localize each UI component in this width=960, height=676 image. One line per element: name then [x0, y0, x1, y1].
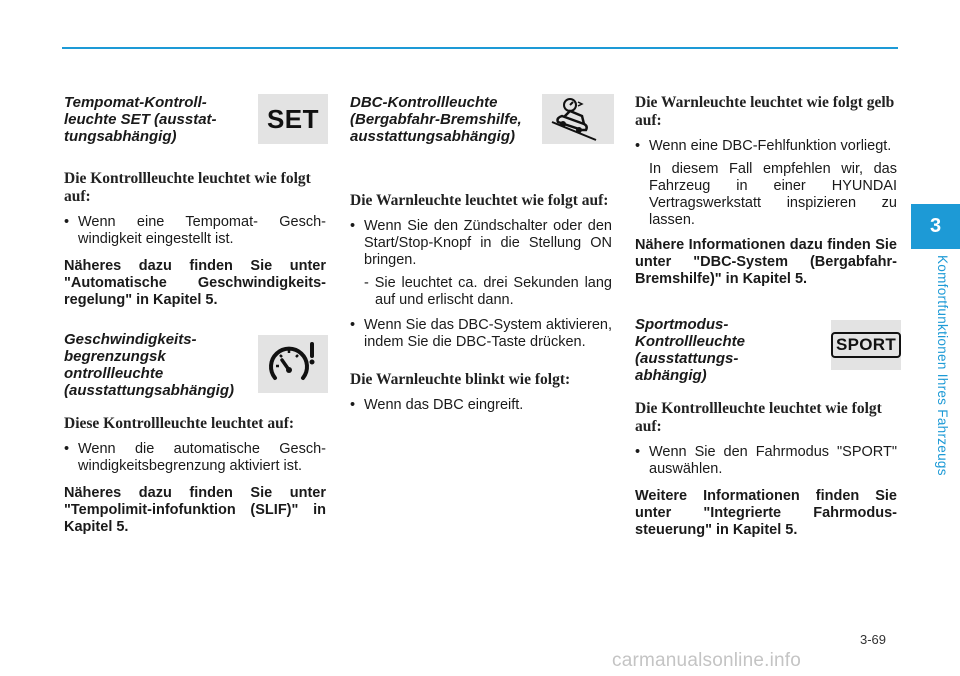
para-dbc-inspect: In diesem Fall empfehlen wir, das Fahrzeug in einer HYUNDAI Vertragswerkstatt inspizieren zu lassen. [649, 161, 897, 228]
subbullet-dbc-1: - Sie leuchtet ca. drei Sekunden lang auf und erlischt dann. [364, 275, 612, 308]
header-rule [62, 47, 898, 49]
subhead-dbc-blink: Die Warnleuchte blinkt wie folgt: [350, 371, 571, 388]
section-title-dbc: DBC-Kontrollleuchte (Bergabfahr-Bremshilfe, ausstattungsabhängig) [350, 94, 522, 145]
column-3 [635, 94, 897, 539]
section-header-tempomat [64, 94, 326, 158]
bullet-tempomat-1: • Wenn eine Tempomat- Gesch-windigkeit eingestellt ist. [64, 214, 326, 248]
reference-tempomat: Näheres dazu finden Sie unter "Automatische Geschwindigkeits-regelung" in Kapitel 5. [64, 258, 326, 308]
sport-mode-icon [831, 320, 901, 370]
reference-speed-limiter: Näheres dazu finden Sie unter "Tempolimit-infofunktion (SLIF)" in Kapitel 5. [64, 485, 326, 535]
section-header-sport [635, 316, 897, 388]
section-header-speed-limiter [64, 331, 326, 403]
page-number: 3-69 [860, 632, 887, 647]
bullet-dbc-fault: • Wenn eine DBC-Fehlfunktion vorliegt. [635, 138, 897, 155]
chapter-tab: 3 [911, 204, 960, 249]
reference-dbc-system: Nähere Informationen dazu finden Sie unter "DBC-System (Bergabfahr-Bremshilfe)" in Kapitel 5. [635, 237, 897, 287]
sport-mode-label: SPORT [831, 332, 901, 358]
section-title-speed-limiter: Geschwindigkeits-begrenzungsk ontrollleuchte (ausstattungsabhängig) [64, 331, 235, 399]
downhill-brake-control-icon [542, 94, 614, 144]
watermark: carmanualsonline.info [612, 650, 802, 671]
subhead-dbc-on: Die Warnleuchte leuchtet wie folgt auf: [350, 192, 609, 209]
bullet-dbc-1: • Wenn Sie den Zündschalter oder den Start/Stop-Knopf in die Stellung ON bringen. [350, 218, 612, 269]
set-indicator-icon [258, 94, 328, 144]
bullet-dbc-3: • Wenn das DBC eingreift. [350, 397, 612, 414]
reference-sport: Weitere Informationen finden Sie unter "Integrierte Fahrmodus-steuerung" in Kapitel 5. [635, 488, 897, 538]
subhead-dbc-yellow: Die Warnleuchte leuchtet wie folgt gelb auf: [635, 94, 895, 129]
subhead-tempomat: Die Kontrollleuchte leuchtet wie folgt auf: [64, 170, 311, 205]
subhead-speed-limiter: Diese Kontrollleuchte leuchtet auf: [64, 415, 295, 432]
column-2 [350, 94, 612, 420]
chapter-label: Komfortfunktionen Ihres Fahrzeugs [935, 255, 950, 476]
bullet-dbc-2: • Wenn Sie das DBC-System aktivieren, indem Sie die DBC-Taste drücken. [350, 317, 612, 351]
section-title-tempomat: Tempomat-Kontroll-leuchte SET (ausstat-tungsabhängig) [64, 94, 217, 145]
column-1 [64, 94, 326, 536]
set-indicator-label: SET [266, 103, 320, 134]
speed-limiter-icon [258, 335, 328, 393]
subhead-sport: Die Kontrollleuchte leuchtet wie folgt auf: [635, 400, 882, 435]
bullet-sport-1: • Wenn Sie den Fahrmodus "SPORT" auswählen. [635, 444, 897, 478]
section-header-dbc [350, 94, 612, 166]
section-title-sport: Sportmodus-Kontrollleuchte (ausstattungs-abhängig) [635, 316, 746, 384]
speed-limiter-glyph [265, 340, 321, 388]
bullet-speed-limiter-1: • Wenn die automatische Gesch-windigkeitsbegrenzung aktiviert ist. [64, 441, 326, 475]
dbc-glyph [548, 96, 608, 142]
